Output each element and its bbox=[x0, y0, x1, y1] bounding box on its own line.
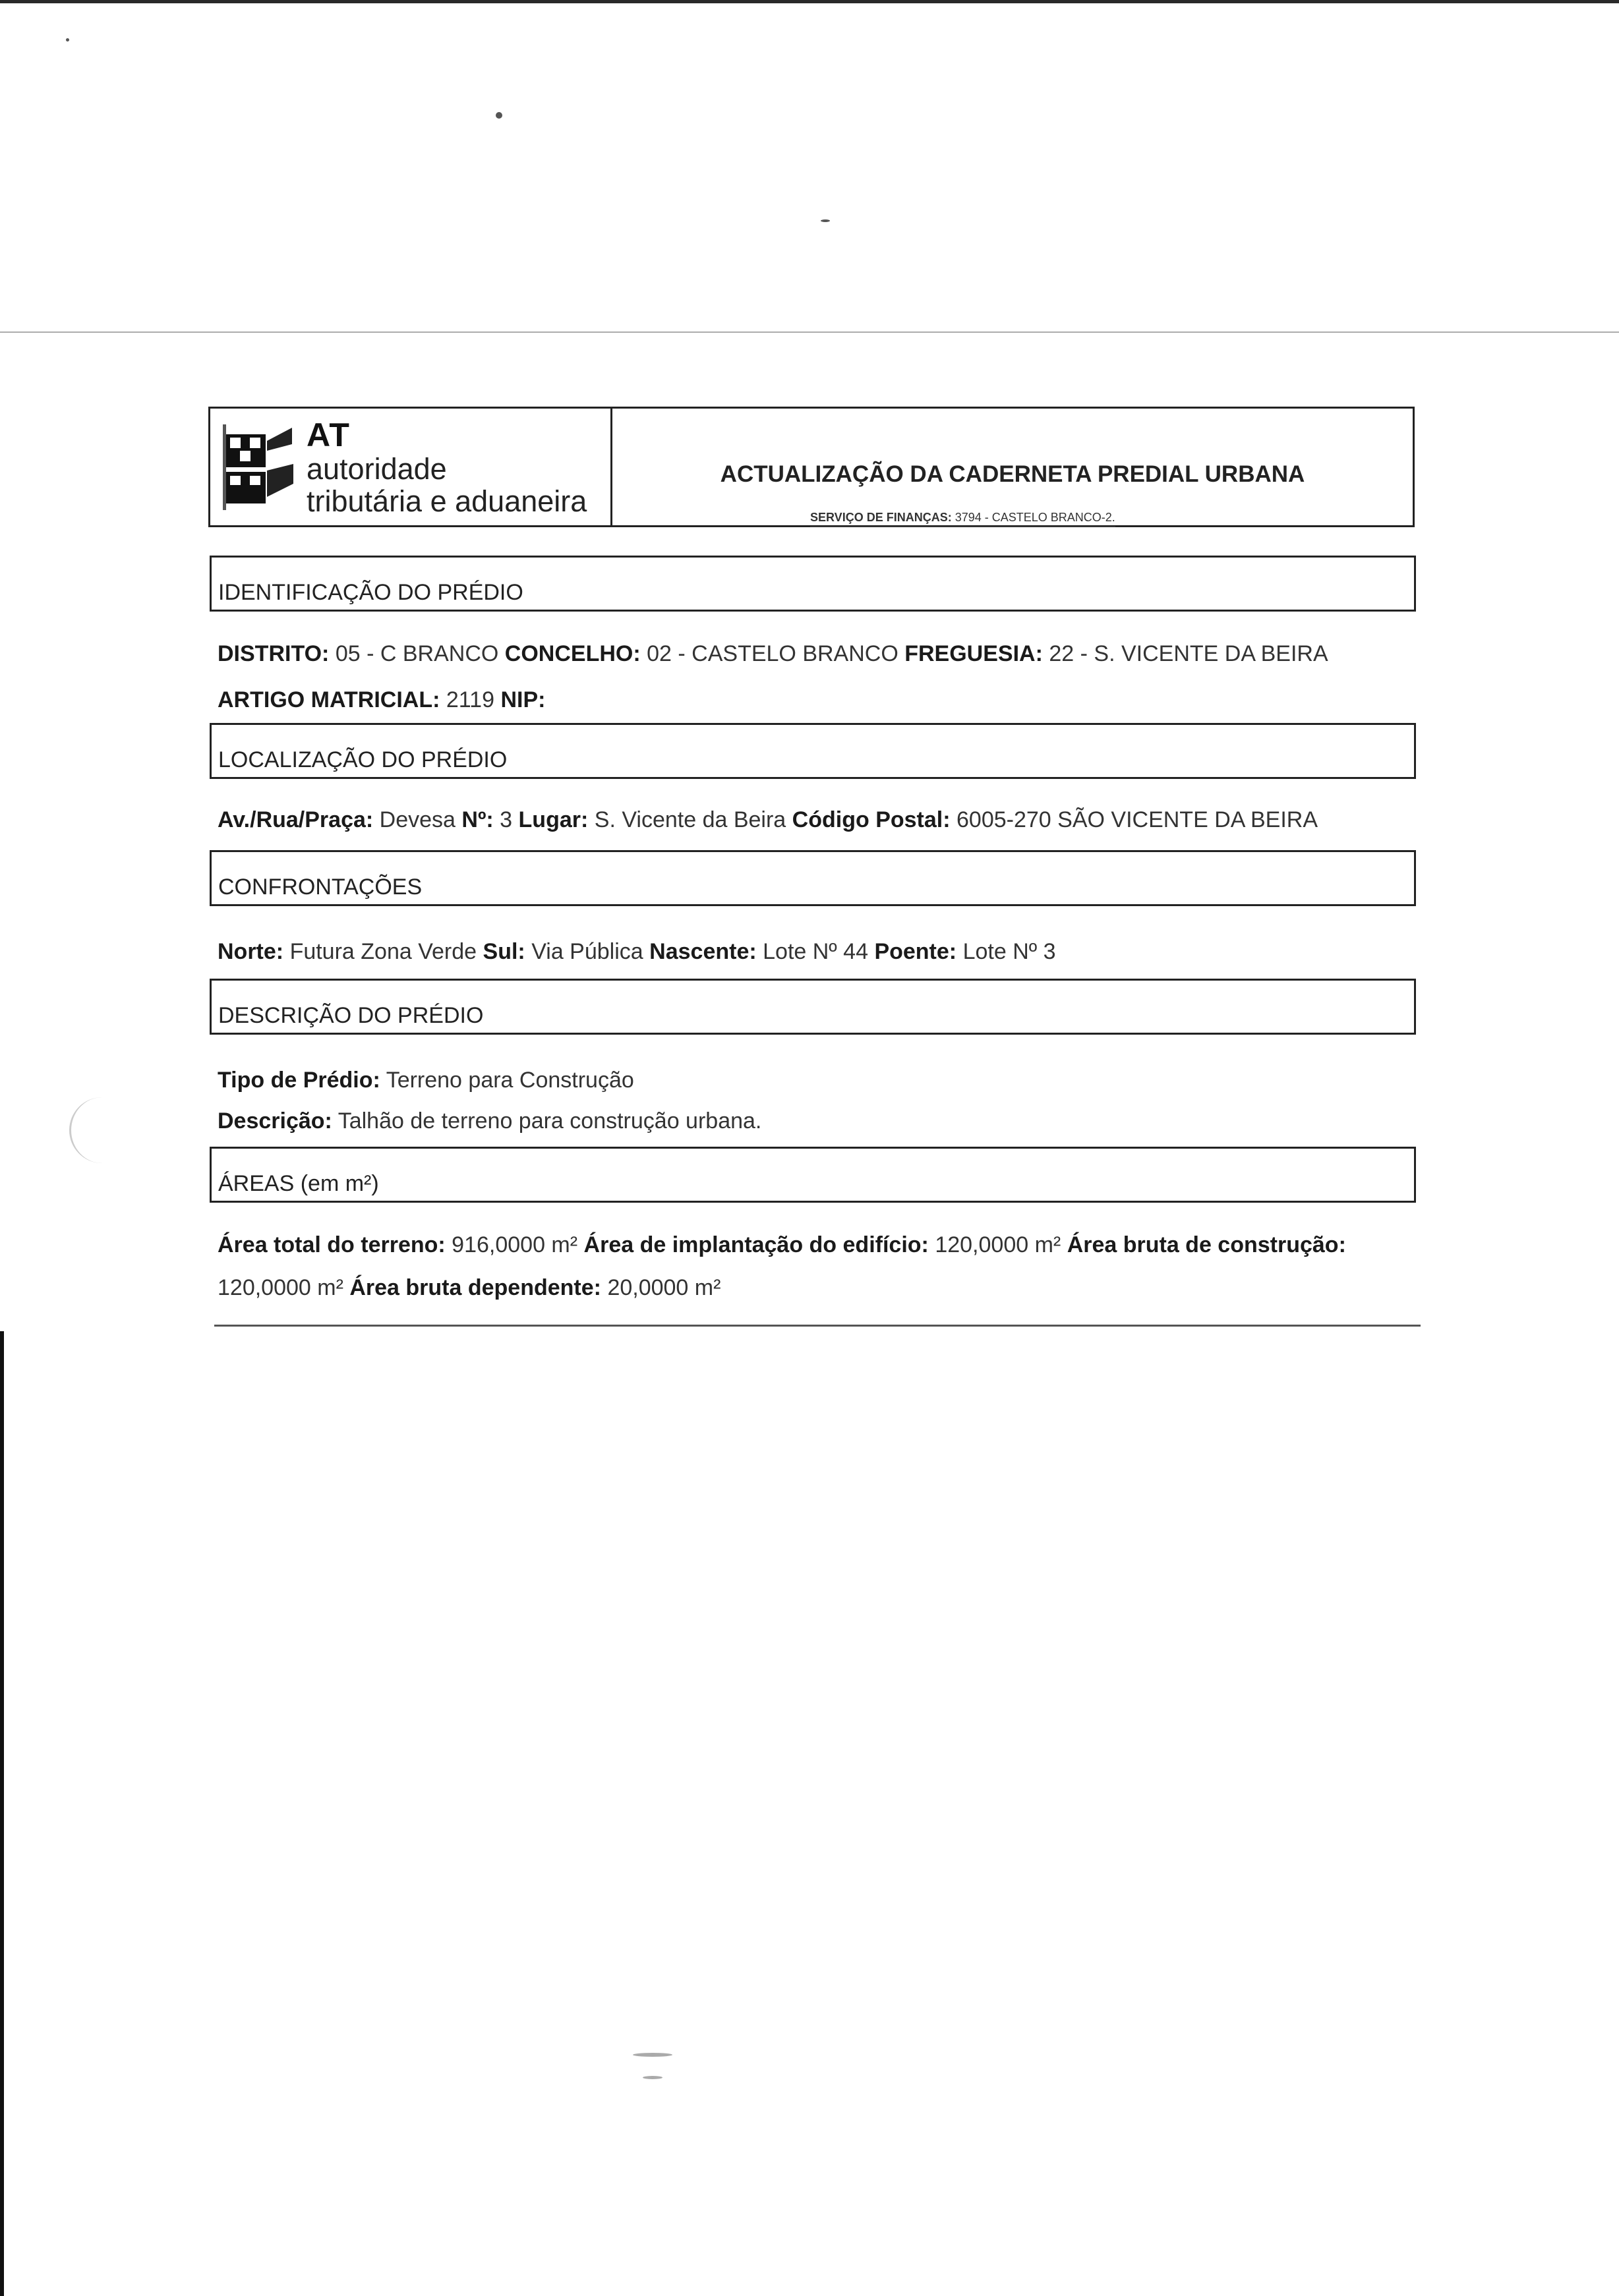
scan-speck bbox=[496, 112, 502, 119]
section-descricao bbox=[210, 979, 1416, 1035]
descricao-line bbox=[218, 1108, 761, 1134]
nip-label: NIP: bbox=[500, 687, 546, 712]
concelho-label: CONCELHO: bbox=[504, 641, 641, 666]
localizacao-line bbox=[218, 807, 1318, 833]
scan-fold-line bbox=[0, 331, 1619, 333]
scan-speck bbox=[643, 2076, 662, 2079]
sul-label: Sul: bbox=[483, 939, 525, 964]
rua-label: Av./Rua/Praça: bbox=[218, 807, 374, 832]
area-bruta-value: 120,0000 m² bbox=[218, 1275, 343, 1300]
service-label: SERVIÇO DE FINANÇAS: bbox=[810, 511, 952, 524]
service-line bbox=[810, 511, 1115, 527]
lugar-value: S. Vicente da Beira bbox=[594, 807, 786, 832]
logo-line-2: tributária e aduaneira bbox=[307, 484, 587, 518]
section-confrontacoes bbox=[210, 850, 1416, 906]
descricao-value: Talhão de terreno para construção urbana. bbox=[338, 1108, 762, 1134]
area-implantacao-label: Área de implantação do edifício: bbox=[583, 1232, 929, 1257]
codigo-postal-label: Código Postal: bbox=[792, 807, 951, 832]
section-title-identificacao: IDENTIFICAÇÃO DO PRÉDIO bbox=[218, 580, 523, 605]
section-title-confrontacoes: CONFRONTAÇÕES bbox=[218, 875, 423, 900]
title-cell bbox=[612, 409, 1413, 525]
sul-value: Via Pública bbox=[531, 939, 643, 964]
lugar-label: Lugar: bbox=[518, 807, 589, 832]
logo-at-text: AT bbox=[307, 416, 351, 453]
poente-label: Poente: bbox=[874, 939, 957, 964]
freguesia-value: 22 - S. VICENTE DA BEIRA bbox=[1049, 641, 1328, 666]
at-emblem-icon bbox=[220, 418, 299, 517]
nascente-label: Nascente: bbox=[649, 939, 757, 964]
rua-value: Devesa bbox=[379, 807, 456, 832]
tipo-predio-value: Terreno para Construção bbox=[386, 1068, 634, 1093]
descricao-label: Descrição: bbox=[218, 1108, 332, 1134]
confrontacoes-line bbox=[218, 939, 1056, 965]
areas-line-2 bbox=[218, 1275, 721, 1301]
document-title: ACTUALIZAÇÃO DA CADERNETA PREDIAL URBANA bbox=[720, 461, 1305, 487]
concelho-value: 02 - CASTELO BRANCO bbox=[647, 641, 898, 666]
area-dependente-label: Área bruta dependente: bbox=[349, 1275, 601, 1300]
section-title-localizacao: LOCALIZAÇÃO DO PRÉDIO bbox=[218, 747, 508, 772]
artigo-value: 2119 bbox=[446, 687, 495, 712]
service-value: 3794 - CASTELO BRANCO-2. bbox=[955, 511, 1115, 524]
areas-line-1 bbox=[218, 1232, 1346, 1258]
section-localizacao bbox=[210, 723, 1416, 779]
scan-top-edge bbox=[0, 0, 1619, 3]
logo-line-1: autoridade bbox=[307, 451, 447, 486]
nascente-value: Lote Nº 44 bbox=[763, 939, 868, 964]
distrito-label: DISTRITO: bbox=[218, 641, 330, 666]
area-total-value: 916,0000 m² bbox=[452, 1232, 578, 1257]
section-areas bbox=[210, 1147, 1416, 1203]
scan-speck bbox=[821, 219, 830, 222]
numero-label: Nº: bbox=[461, 807, 494, 832]
section-title-descricao: DESCRIÇÃO DO PRÉDIO bbox=[218, 1003, 484, 1028]
scan-punch-hole-mark bbox=[69, 1097, 117, 1163]
numero-value: 3 bbox=[500, 807, 513, 832]
scan-left-edge bbox=[0, 1331, 4, 2296]
freguesia-label: FREGUESIA: bbox=[904, 641, 1043, 666]
codigo-postal-value: 6005-270 SÃO VICENTE DA BEIRA bbox=[957, 807, 1318, 832]
identificacao-line-1 bbox=[218, 641, 1328, 667]
area-total-label: Área total do terreno: bbox=[218, 1232, 446, 1257]
distrito-value: 05 - C BRANCO bbox=[335, 641, 499, 666]
area-dependente-value: 20,0000 m² bbox=[607, 1275, 721, 1300]
artigo-label: ARTIGO MATRICIAL: bbox=[218, 687, 440, 712]
scan-speck bbox=[633, 2053, 672, 2057]
area-implantacao-value: 120,0000 m² bbox=[935, 1232, 1061, 1257]
bottom-rule bbox=[214, 1325, 1421, 1327]
poente-value: Lote Nº 3 bbox=[962, 939, 1056, 964]
identificacao-line-2 bbox=[218, 687, 545, 713]
section-identificacao bbox=[210, 556, 1416, 612]
area-bruta-label: Área bruta de construção: bbox=[1067, 1232, 1346, 1257]
norte-label: Norte: bbox=[218, 939, 284, 964]
tipo-predio-line bbox=[218, 1068, 634, 1093]
norte-value: Futura Zona Verde bbox=[289, 939, 477, 964]
scan-speck bbox=[66, 38, 69, 42]
section-title-areas: ÁREAS (em m²) bbox=[218, 1171, 379, 1196]
document-header bbox=[208, 407, 1415, 527]
tipo-predio-label: Tipo de Prédio: bbox=[218, 1068, 380, 1093]
at-logo bbox=[210, 409, 612, 525]
